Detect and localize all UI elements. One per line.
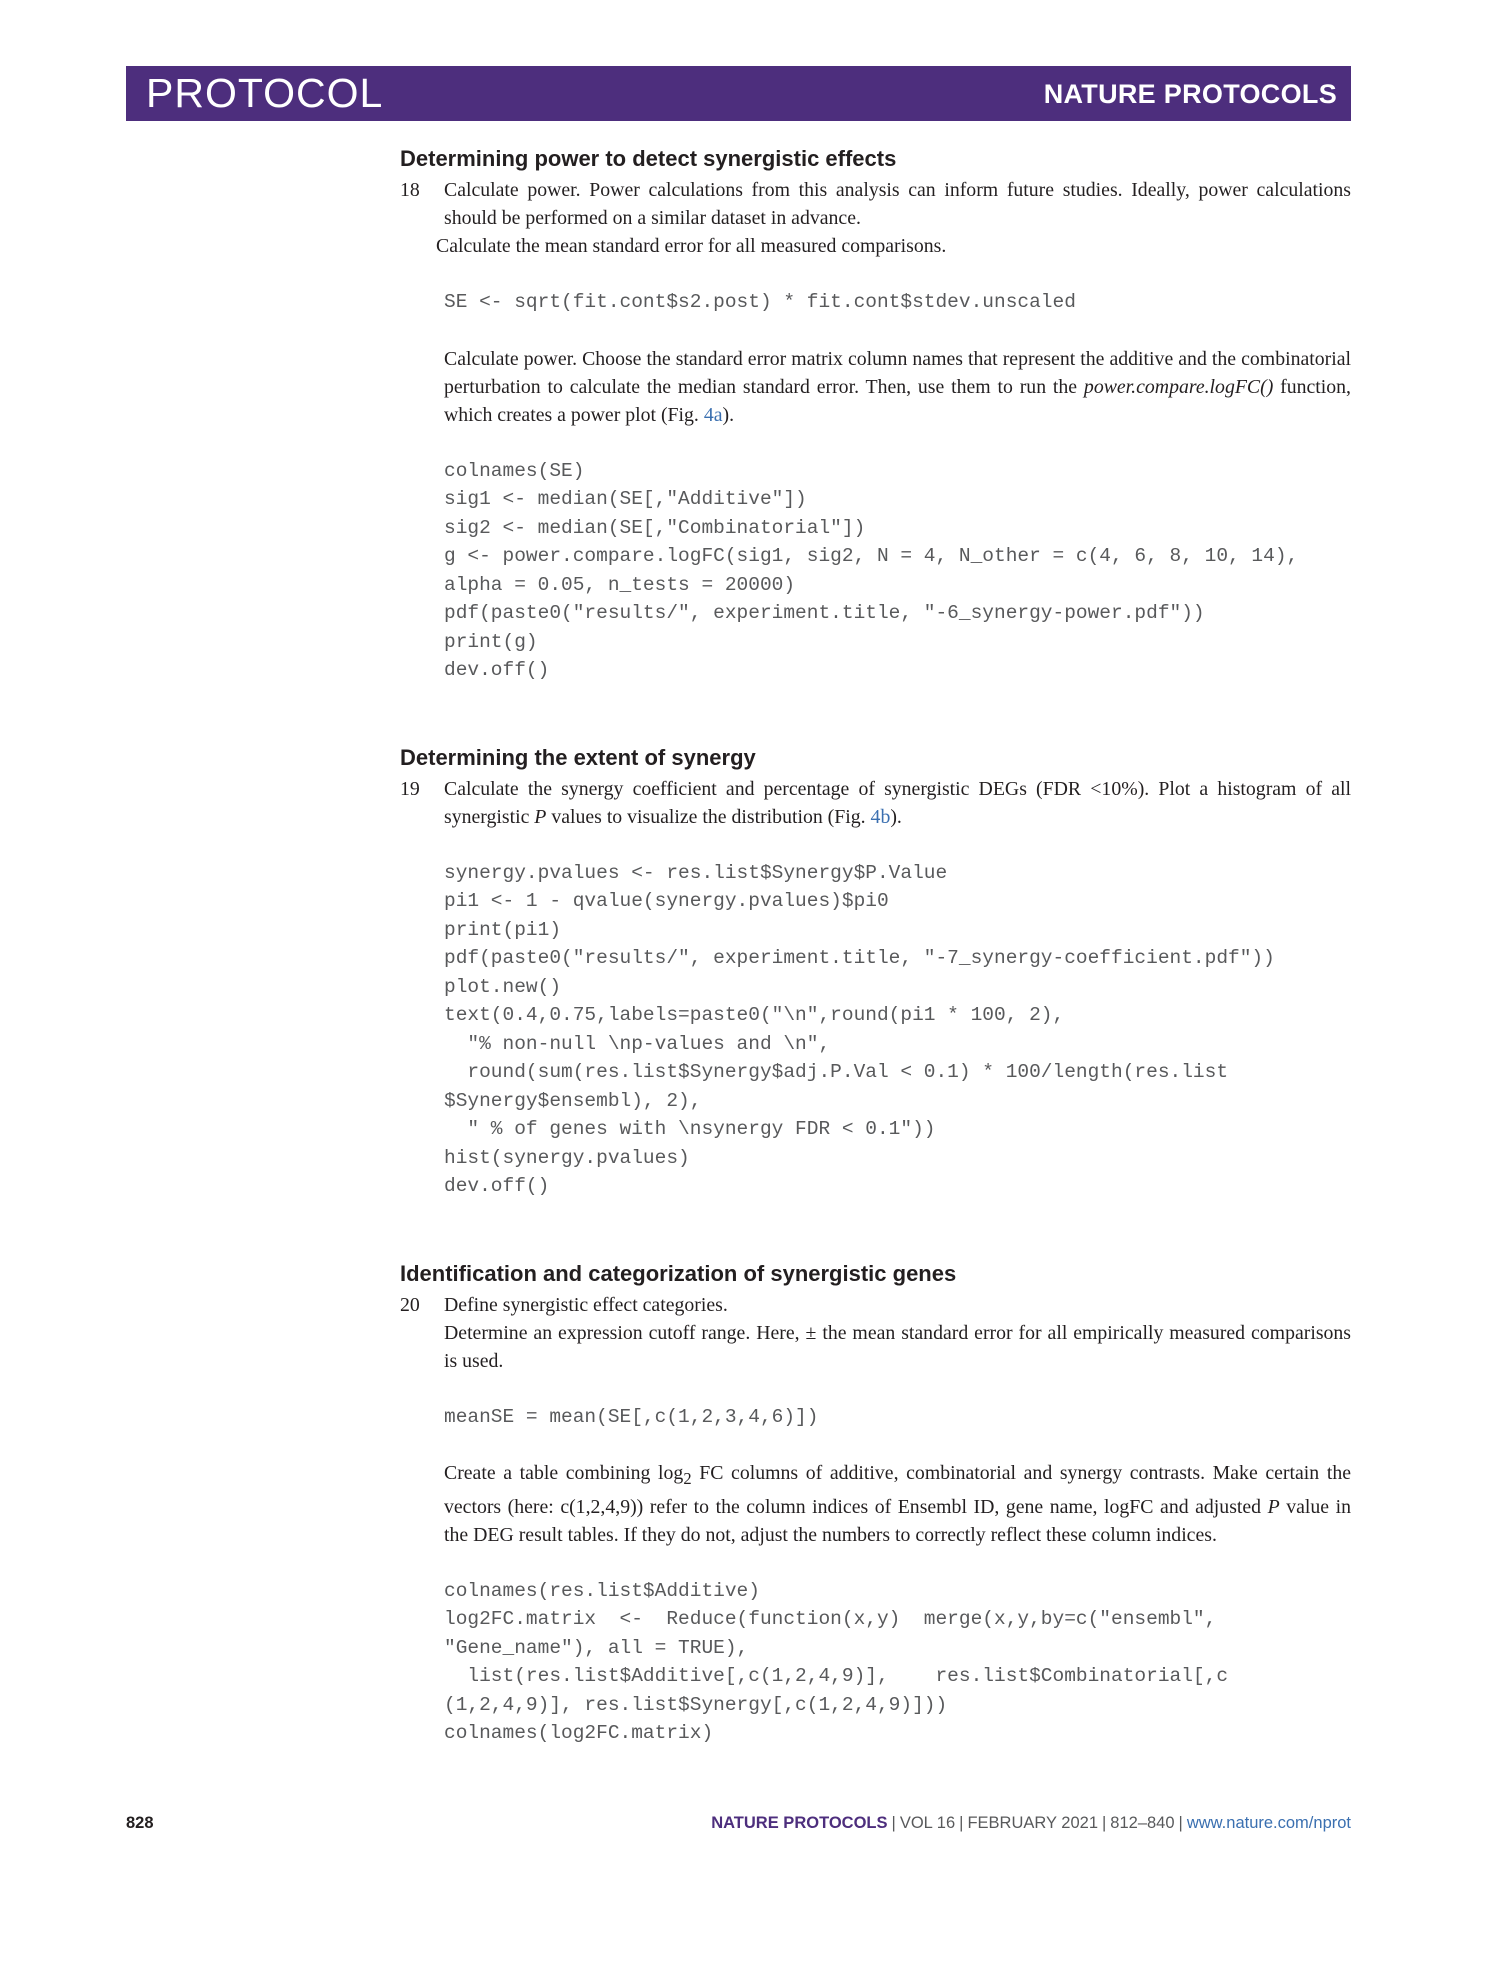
journal-name: NATURE PROTOCOLS xyxy=(711,1814,888,1832)
step-paragraph: Determine an expression cutoff range. Here, ± the mean standard error for all empirically measured comparisons is used. xyxy=(444,1321,1351,1372)
figure-link[interactable]: 4b xyxy=(870,805,891,828)
journal-title: NATURE PROTOCOLS xyxy=(1043,79,1337,109)
citation: NATURE PROTOCOLS | VOL 16 | FEBRUARY 2021 | 812–840 | www.nature.com/nprot xyxy=(711,1814,1351,1832)
section-extent xyxy=(400,745,1351,1201)
article-body xyxy=(400,146,1351,1748)
page-number: 828 xyxy=(126,1814,154,1832)
step-text: Define synergistic effect categories. xyxy=(444,1293,728,1316)
step-number: 18 xyxy=(400,179,420,201)
section-heading: Determining the extent of synergy xyxy=(400,744,756,770)
section-type-label: PROTOCOL xyxy=(146,70,384,116)
step-number: 19 xyxy=(400,777,420,800)
step-paragraph: Calculate power. Choose the standard error matrix column names that represent the additive and the combinatorial perturbation to calculate the median standard error. Then, use them to run the power.compare.logFC() function, which creates a power plot (Fig. 4a). xyxy=(444,347,1351,426)
header-banner xyxy=(126,66,1351,121)
section-heading: Determining power to detect synergistic effects xyxy=(400,146,897,171)
code-block: meanSE = mean(SE[,c(1,2,3,4,6)]) xyxy=(444,1405,819,1428)
journal-url-link[interactable]: www.nature.com/nprot xyxy=(1186,1814,1351,1832)
function-name: power.compare.logFC() xyxy=(1083,375,1274,398)
section-heading: Identification and categorization of synergistic genes xyxy=(400,1260,957,1286)
code-block: colnames(res.list$Additive) log2FC.matrix <- Reduce(function(x,y) merge(x,y,by=c("ensembl", "Gene_name"), all = TRUE), list(res.list$Additive[,c(1,2,4,9)], res.list$Combinatorial[,c (1,2,4,9)], res.list$Synergy[,c(1,2,4,9)])) colnames(log2FC.matrix) xyxy=(444,1579,1229,1745)
step-paragraph: Calculate the mean standard error for all measured comparisons. xyxy=(436,235,947,257)
section-categorization xyxy=(400,1261,1351,1748)
step-paragraph: Create a table combining $\log_2$ FC columns of additive, combinatorial and synergy contrasts. Make certain the vectors (here: c(1,2,4,9)) refer to the column indices of Ensembl ID, gene name, logFC and adjusted P value in the DEG result tables. If they do not, adjust the numbers to correctly reflect these column indices. xyxy=(444,1462,1351,1546)
section-power xyxy=(400,146,1351,685)
step-20 xyxy=(400,1291,1351,1319)
step-19 xyxy=(400,775,1351,831)
step-number: 20 xyxy=(400,1293,420,1316)
step-text: Calculate the synergy coefficient and percentage of synergistic DEGs (FDR <10%). Plot a histogram of all synergistic P values to visualize the distribution (Fig. 4b). xyxy=(444,777,1351,828)
page-footer xyxy=(126,1814,1351,1844)
figure-link[interactable]: 4a xyxy=(703,403,723,426)
step-18 xyxy=(400,176,1351,232)
code-block: colnames(SE) sig1 <- median(SE[,"Additive"]) sig2 <- median(SE[,"Combinatorial"]) g <- power.compare.logFC(sig1, sig2, N = 4, N_other = c(4, 6, 8, 10, 14), alpha = 0.05, n_tests = 20000) pdf(paste0("results/", experiment.title, "-6_synergy-power.pdf")) print(g) dev.off() xyxy=(444,459,1299,681)
code-block: synergy.pvalues <- res.list$Synergy$P.Value pi1 <- 1 - qvalue(synergy.pvalues)$pi0 print(pi1) pdf(paste0("results/", experiment.title, "-7_synergy-coefficient.pdf")) plot.new() text(0.4,0.75,labels=paste0("\n",round(pi1 * 100, 2), "% non-null \np-values and \n", round(sum(res.list$Synergy$adj.P.Val < 0.1) * 100/length(res.list $Synergy$ensembl), 2), " % of genes with \nsynergy FDR < 0.1")) hist(synergy.pvalues) dev.off() xyxy=(444,861,1275,1197)
step-text: Calculate power. Power calculations from this analysis can inform future studies. Ideally, power calculations should be performed on a similar dataset in advance. xyxy=(444,179,1351,229)
code-block: SE <- sqrt(fit.cont$s2.post) * fit.cont$stdev.unscaled xyxy=(444,291,1076,313)
